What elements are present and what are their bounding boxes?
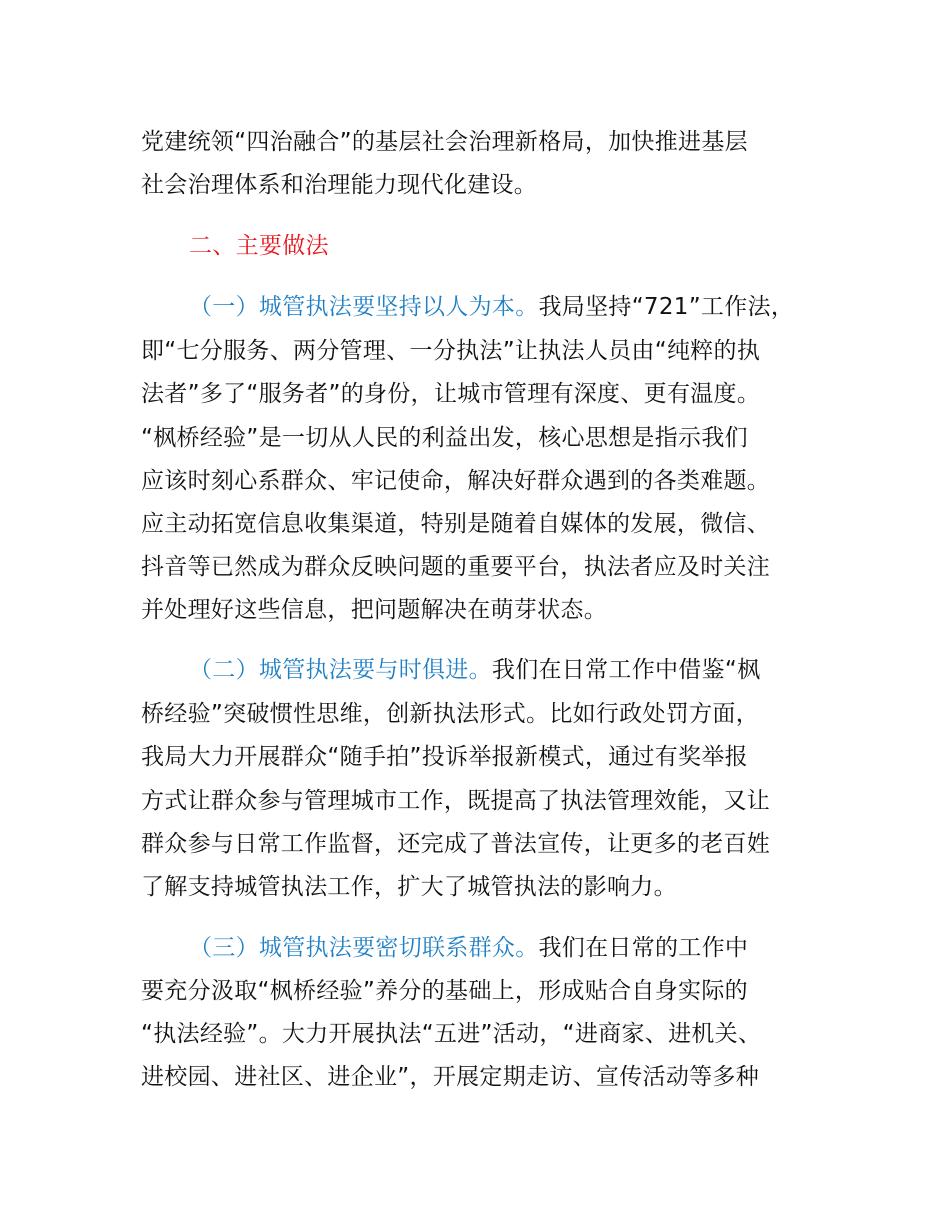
paragraph-line: 我局大力开展群众“随手拍”投诉举报新模式，通过有奖举报 xyxy=(141,744,748,770)
paragraph-first-line xyxy=(189,655,760,685)
paragraph-line: 抖音等已然成为群众反映问题的重要平台，执法者应及时关注 xyxy=(141,554,771,580)
paragraph-line: “执法经验”。大力开展执法“五进”活动，“进商家、进机关、 xyxy=(141,1021,762,1047)
paragraph-line: 了解支持城管执法工作，扩大了城管执法的影响力。 xyxy=(141,874,677,900)
subheading: （一）城管执法要坚持以人为本。 xyxy=(189,294,539,320)
paragraph-text: 我们在日常工作中借鉴“枫 xyxy=(491,657,761,683)
intro-line: 党建统领“四治融合”的基层社会治理新格局，加快推进基层 xyxy=(141,129,748,155)
paragraph-line: 应主动拓宽信息收集渠道，特别是随着自媒体的发展，微信、 xyxy=(141,511,771,537)
paragraph-line: 方式让群众参与管理城市工作，既提高了执法管理效能，又让 xyxy=(141,788,771,814)
paragraph-line: 桥经验”突破惯性思维，创新执法形式。比如行政处罚方面， xyxy=(141,701,760,727)
section-heading: 二、主要做法 xyxy=(189,233,329,259)
paragraph-line: 进校园、进社区、进企业”，开展定期走访、宣传活动等多种 xyxy=(141,1064,760,1090)
paragraph-line: 应该时刻心系群众、牢记使命，解决好群众遇到的各类难题。 xyxy=(141,468,771,494)
intro-line: 社会治理体系和治理能力现代化建设。 xyxy=(141,172,538,198)
paragraph-line: 即“七分服务、两分管理、一分执法”让执法人员由“纯粹的执 xyxy=(141,338,761,364)
paragraph-line: 群众参与日常工作监督，还完成了普法宣传，让更多的老百姓 xyxy=(141,831,771,857)
paragraph-line: 要充分汲取“枫桥经验”养分的基础上，形成贴合自身实际的 xyxy=(141,978,748,1004)
paragraph-line: “枫桥经验”是一切从人民的利益出发，核心思想是指示我们 xyxy=(141,425,748,451)
paragraph-text: 我局坚持“721”工作法， xyxy=(538,294,795,320)
paragraph-first-line xyxy=(189,933,748,963)
paragraph-text: 我们在日常的工作中 xyxy=(538,935,749,961)
paragraph-line: 并处理好这些信息，把问题解决在萌芽状态。 xyxy=(141,597,607,623)
paragraph-first-line xyxy=(189,292,794,322)
paragraph-line: 法者”多了“服务者”的身份，让城市管理有深度、更有温度。 xyxy=(141,381,761,407)
subheading: （二）城管执法要与时俱进。 xyxy=(189,657,492,683)
subheading: （三）城管执法要密切联系群众。 xyxy=(189,935,539,961)
